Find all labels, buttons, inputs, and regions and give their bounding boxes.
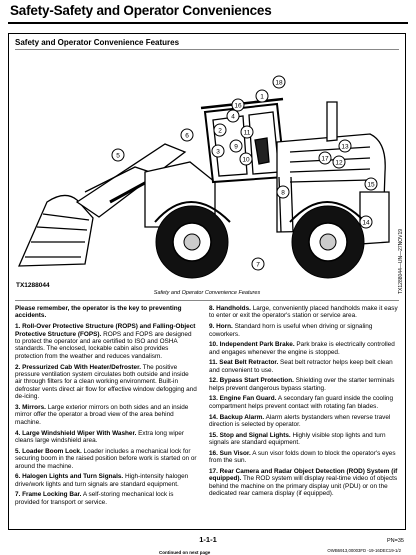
intro-text: Please remember, the operator is the key to preventing accidents. [15, 305, 182, 320]
callout-8 [277, 186, 289, 198]
svg-text:10: 10 [242, 156, 250, 164]
callout-2 [214, 124, 226, 136]
callout-14 [360, 216, 372, 228]
svg-text:12: 12 [335, 159, 343, 167]
pn-label: PN=35 [387, 538, 404, 544]
feature-item: 9. Horn. Standard horn is useful when driving or signaling coworkers. [209, 323, 373, 338]
footer-code: OWB6913,00003FD -19-16DEC19-1/2 [327, 548, 401, 553]
callout-9 [230, 140, 242, 152]
feature-item: 2. Pressurized Cab With Heater/Defroster. The positive pressure ventilation system circulates both outside and inside air through filters for a clean working environment. Built-in defroster vents direct air flow for effective window defogging and de-icing. [15, 363, 197, 401]
feature-item: 1. Roll-Over Protective Structure (ROPS) and Falling-Object Protective Structure (FOPS). ROPS and FOPS are designed to protect the operator and are certified to ISO and OSHA standards. The enclosed, lockable cabin also provides protection from the weather and reduces vandalism. [15, 323, 196, 360]
feature-item: 15. Stop and Signal Lights. Highly visible stop lights and turn signals are standard equipment. [209, 431, 386, 447]
callout-5 [112, 149, 124, 161]
callout-16 [232, 99, 244, 111]
feature-item: 10. Independent Park Brake. Park brake is electrically controlled and engages whenever the engine is stopped. [209, 341, 395, 356]
feature-item: 16. Sun Visor. A sun visor folds down to block the operator's eyes from the sun. [209, 449, 396, 465]
svg-text:6: 6 [185, 132, 189, 140]
svg-text:9: 9 [234, 143, 238, 151]
callout-10 [240, 153, 252, 165]
svg-text:7: 7 [256, 261, 260, 269]
callout-11 [241, 126, 253, 138]
callout-12 [333, 156, 345, 168]
svg-text:11: 11 [243, 129, 251, 137]
callout-15 [365, 178, 377, 190]
page-number: 1-1-1 [199, 535, 217, 544]
loader-illustration [15, 52, 391, 280]
svg-text:8: 8 [281, 189, 285, 197]
caption-rule [15, 300, 399, 301]
section-heading: Safety and Operator Convenience Features [15, 38, 180, 47]
feature-item: 13. Engine Fan Guard. A secondary fan guard inside the cooling compartment helps prevent contact with rotating fan blades. [209, 395, 394, 410]
svg-text:16: 16 [234, 102, 242, 110]
callout-6 [181, 129, 193, 141]
svg-text:17: 17 [321, 155, 329, 163]
callout-4 [227, 110, 239, 122]
svg-text:TX1288044—UN—27NOV19: TX1288044—UN—27NOV19 [398, 228, 404, 294]
svg-text:4: 4 [231, 113, 235, 121]
feature-item: 8. Handholds. Large, conveniently placed handholds make it easy to enter or exit the operator's station or service area. [209, 305, 398, 320]
svg-text:15: 15 [367, 181, 375, 189]
feature-item: 6. Halogen Lights and Turn Signals. High-intensity halogen drive/work lights and turn signals are standard equipment. [15, 473, 189, 488]
feature-item: 12. Bypass Start Protection. Shielding over the starter terminals helps prevent dangerous bypass starting. [209, 377, 395, 392]
feature-item: 5. Loader Boom Lock. Loader includes a mechanical lock for securing boom in the raised position before work is started on or around the machine. [15, 447, 197, 470]
callout-1 [256, 90, 268, 102]
figure-code: TX1288044 [16, 282, 50, 289]
callout-13 [339, 140, 351, 152]
features-column-right [209, 305, 401, 501]
svg-text:5: 5 [116, 152, 120, 160]
callout-18 [273, 76, 285, 88]
figure-caption: Safety and Operator Convenience Features [153, 290, 261, 296]
feature-item: 11. Seat Belt Retractor. Seat belt retractor helps keep belt clean and convenient to use. [209, 359, 393, 374]
svg-text:3: 3 [216, 148, 220, 156]
side-figure-code [395, 94, 405, 294]
page-title: Safety-Safety and Operator Conveniences [10, 3, 272, 18]
feature-item: 3. Mirrors. Large exterior mirrors on both sides and an inside mirror offer the operator a broad view of the area behind machine. [15, 404, 189, 426]
continued-note: Continued on next page [159, 550, 211, 555]
callout-3 [212, 145, 224, 157]
callout-7 [252, 258, 264, 270]
feature-item: 14. Backup Alarm. Alarm alerts bystanders when reverse travel direction is selected by operator. [209, 413, 391, 429]
svg-text:14: 14 [362, 219, 370, 227]
callout-17 [319, 152, 331, 164]
feature-item: 17. Rear Camera and Radar Object Detection (ROD) System (if equipped). The ROD system will display real-time video of objects behind the machine on the primary display unit (PDU) or on the dedicated rear camera display (if equipped). [209, 467, 398, 498]
svg-text:18: 18 [275, 79, 283, 87]
heading-rule [15, 49, 399, 50]
svg-text:2: 2 [218, 127, 222, 135]
svg-text:1: 1 [260, 93, 264, 101]
feature-item: 7. Frame Locking Bar. A self-storing mechanical lock is provided for transport or service. [15, 491, 174, 506]
svg-text:13: 13 [341, 143, 349, 151]
features-column-left [15, 305, 197, 509]
title-rule [8, 22, 408, 24]
feature-item: 4. Large Windshield Wiper With Washer. Extra long wiper cleans large windshield area. [15, 429, 184, 444]
